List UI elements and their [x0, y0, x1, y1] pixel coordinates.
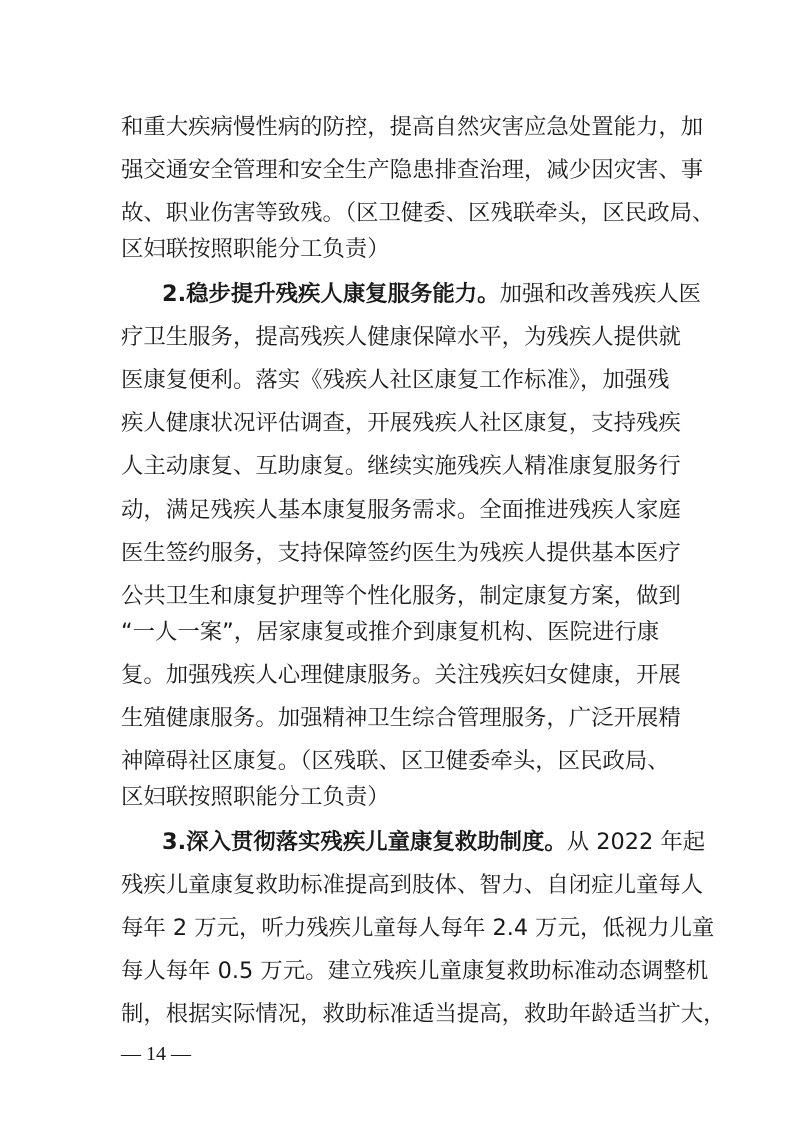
section-heading: 2.稳步提升残疾人康复服务能力。 [162, 281, 500, 307]
text-line: 每人每年 0.5 万元。建立残疾儿童康复救助标准动态调整机 [121, 958, 709, 984]
text-line: 神障碍社区康复。（区残联、区卫健委牵头，区民政局、 [121, 748, 670, 774]
page-number: — 14 — [121, 1043, 191, 1065]
text-line: 复。加强残疾人心理健康服务。关注残疾妇女健康，开展 [121, 662, 681, 688]
text-line: 人主动康复、互助康复。继续实施残疾人精准康复服务行 [121, 453, 681, 479]
text-line: 区妇联按照职能分工负责） [121, 236, 390, 262]
section-heading: 3.深入贯彻落实残疾儿童康复救助制度。 [162, 829, 567, 855]
section-2-line: 2.稳步提升残疾人康复服务能力。加强和改善残疾人医 [162, 281, 702, 307]
text-line: 动，满足残疾人基本康复服务需求。全面推进残疾人家庭 [121, 497, 681, 523]
text-line: 区妇联按照职能分工负责） [121, 784, 390, 810]
text-line: 故、职业伤害等致残。（区卫健委、区残联牵头，区民政局、 [121, 200, 715, 226]
text-line: 医康复便利。落实《残疾人社区康复工作标准》，加强残 [121, 367, 670, 393]
text-line: 疗卫生服务，提高残疾人健康保障水平，为残疾人提供就 [121, 324, 681, 350]
text-line: 生殖健康服务。加强精神卫生综合管理服务，广泛开展精 [121, 705, 681, 731]
section-3-line: 3.深入贯彻落实残疾儿童康复救助制度。从 2022 年起 [162, 829, 706, 855]
text-line: 公共卫生和康复护理等个性化服务，制定康复方案，做到 [121, 583, 681, 609]
text-line: 和重大疾病慢性病的防控，提高自然灾害应急处置能力，加 [121, 114, 704, 140]
text-line: 强交通安全管理和安全生产隐患排查治理，减少因灾害、事 [121, 157, 704, 183]
text-line: 疾人健康状况评估调查，开展残疾人社区康复，支持残疾 [121, 410, 681, 436]
text-line: “一人一案”，居家康复或推介到康复机构、医院进行康 [121, 619, 660, 645]
text-line: 医生签约服务，支持保障签约医生为残疾人提供基本医疗 [121, 540, 681, 566]
text-line: 制，根据实际情况，救助标准适当提高，救助年龄适当扩大， [121, 1001, 726, 1027]
text-line: 每年 2 万元，听力残疾儿童每人每年 2.4 万元，低视力儿童 [121, 915, 715, 941]
text-line: 残疾儿童康复救助标准提高到肢体、智力、自闭症儿童每人 [121, 872, 704, 898]
